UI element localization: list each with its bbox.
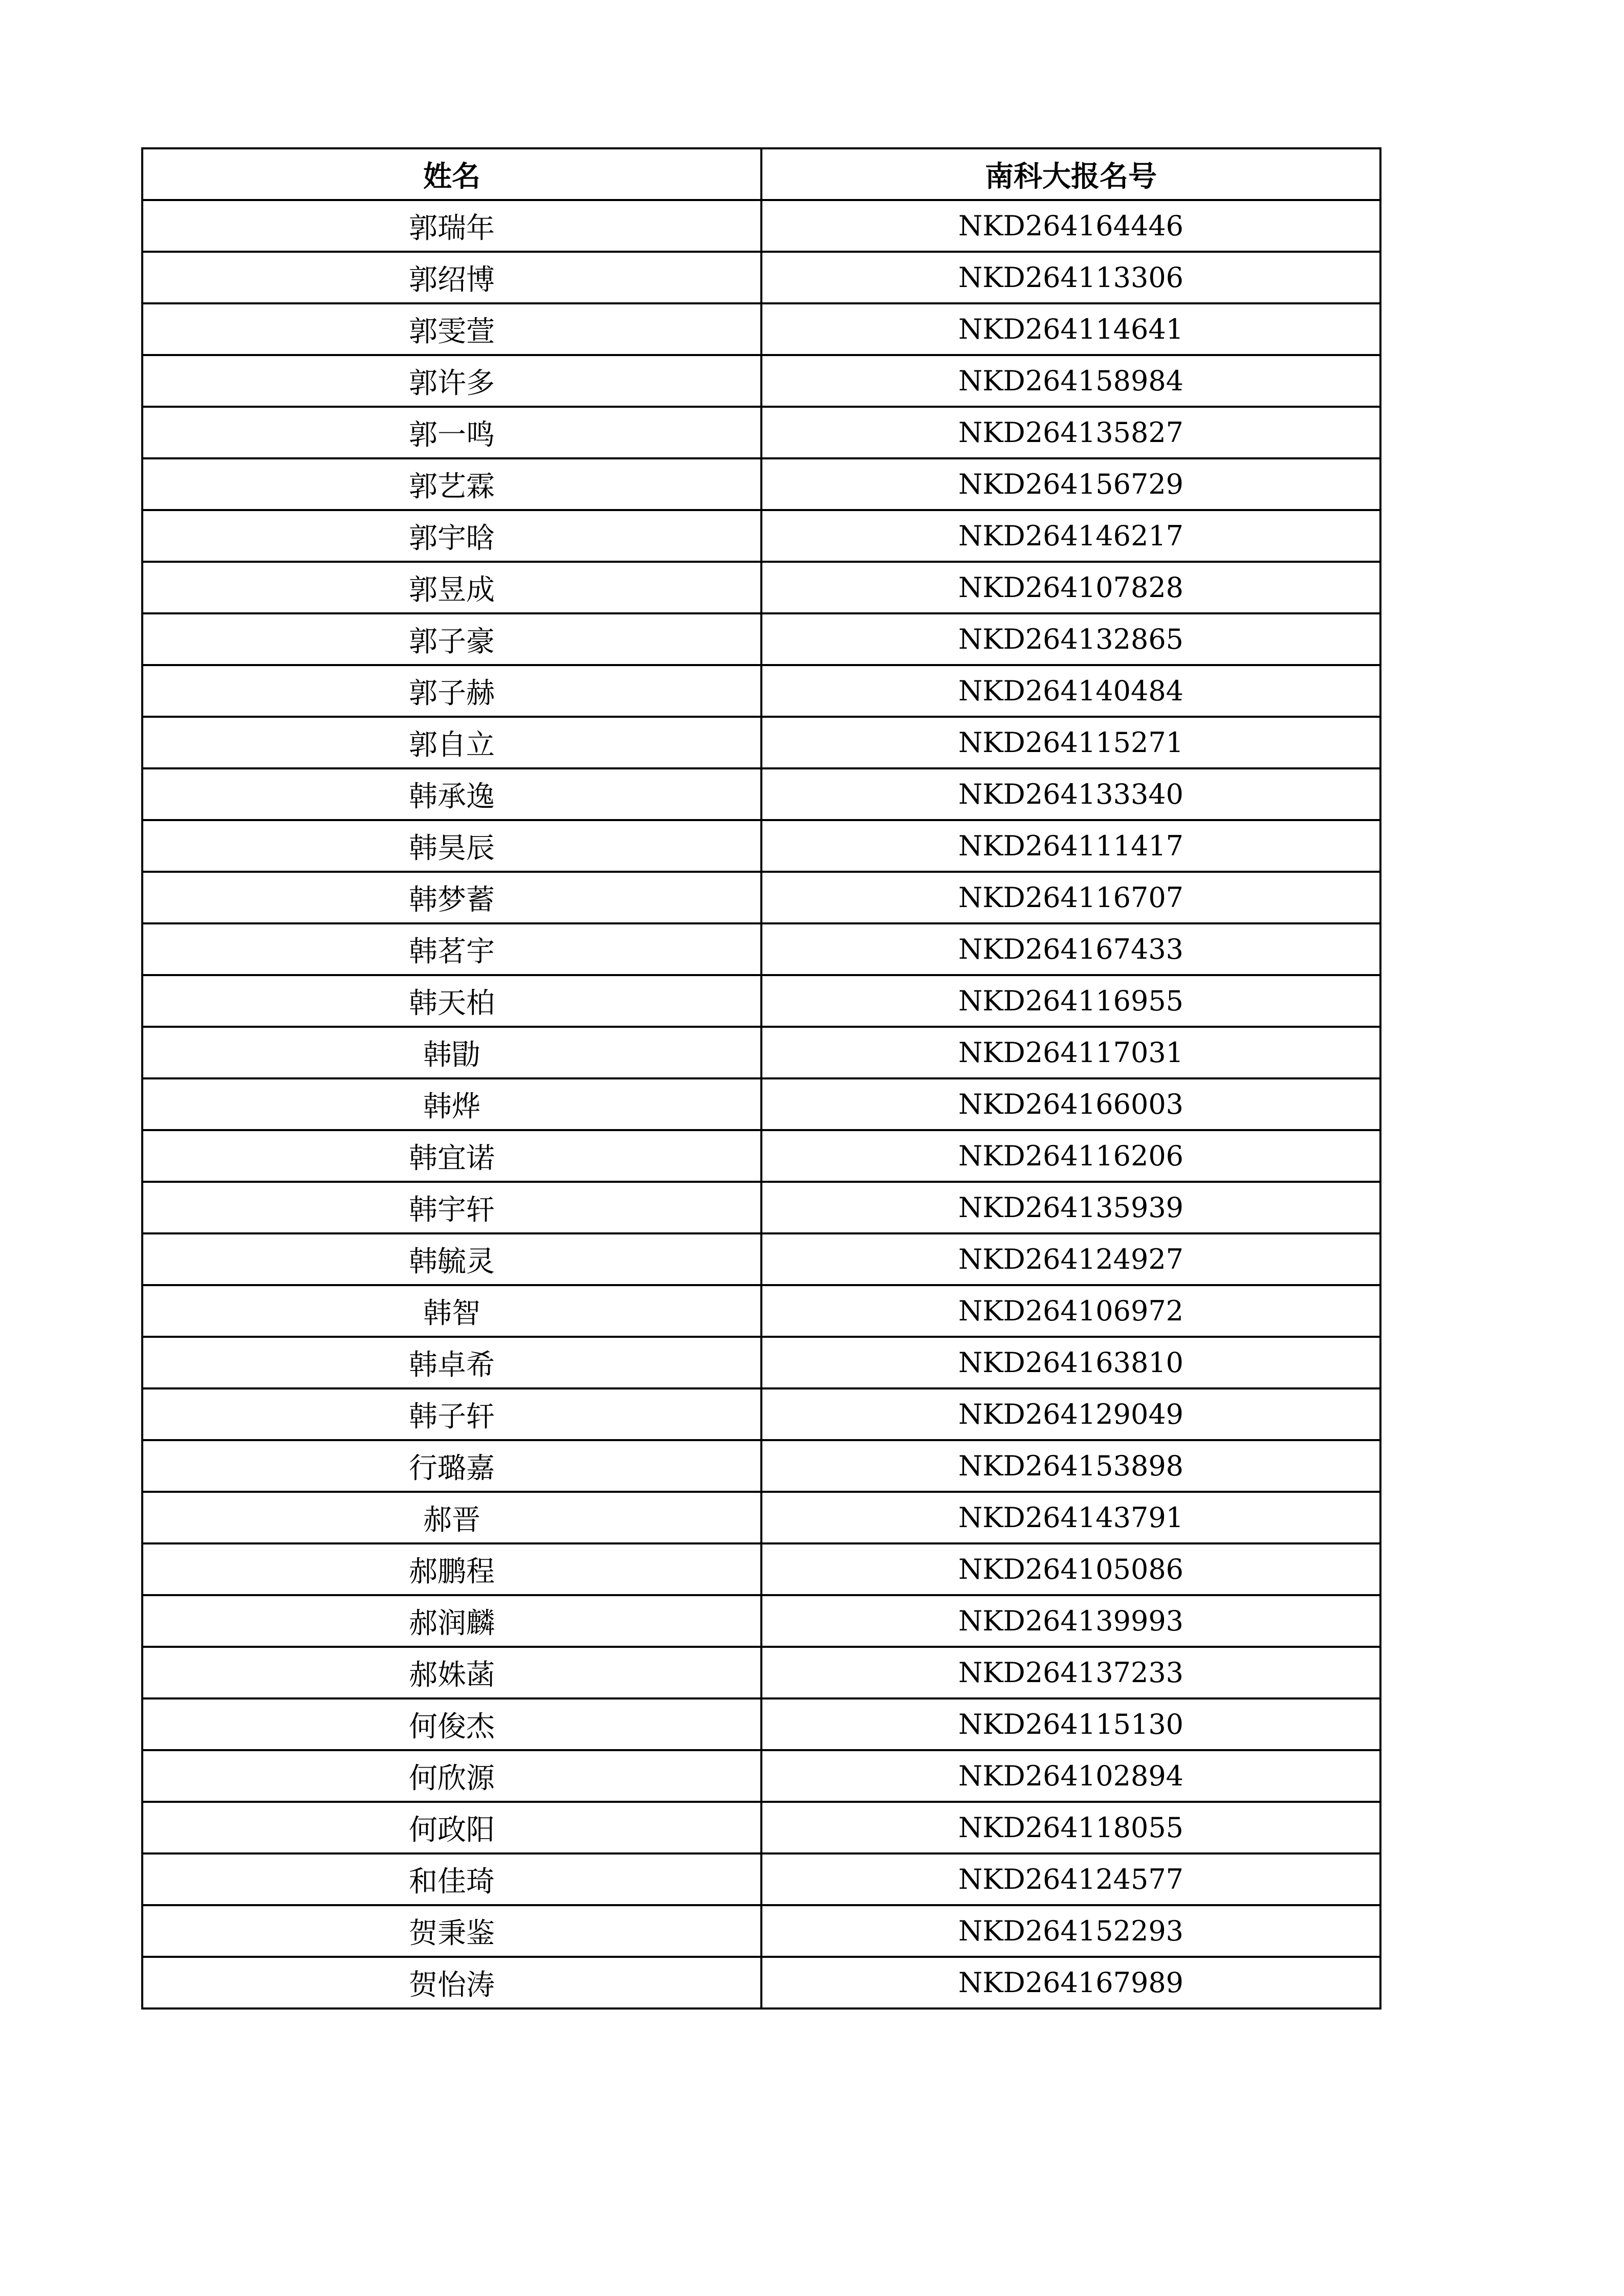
table-row <box>142 1027 1380 1078</box>
registration-number-cell: NKD264105086 <box>761 1543 1380 1595</box>
registration-number-cell: NKD264164446 <box>761 200 1380 252</box>
registration-number-cell: NKD264135939 <box>761 1182 1380 1233</box>
name-cell: 贺秉鉴 <box>142 1905 761 1957</box>
registration-number-cell: NKD264114641 <box>761 303 1380 355</box>
table-row <box>142 717 1380 768</box>
name-cell: 郭瑞年 <box>142 200 761 252</box>
registration-number-cell: NKD264143791 <box>761 1492 1380 1543</box>
name-cell: 郭艺霖 <box>142 458 761 510</box>
registration-number-cell: NKD264102894 <box>761 1750 1380 1802</box>
registration-number-cell: NKD264163810 <box>761 1337 1380 1388</box>
table-row <box>142 1233 1380 1285</box>
registration-number-cell: NKD264124577 <box>761 1853 1380 1905</box>
name-cell: 韩勖 <box>142 1027 761 1078</box>
table-row <box>142 1182 1380 1233</box>
registration-number-cell: NKD264106972 <box>761 1285 1380 1337</box>
name-cell: 韩烨 <box>142 1078 761 1130</box>
table-row <box>142 562 1380 613</box>
name-cell: 韩宜诺 <box>142 1130 761 1182</box>
name-cell: 韩梦蓄 <box>142 872 761 923</box>
table-row <box>142 510 1380 562</box>
table-row <box>142 355 1380 407</box>
name-cell: 行璐嘉 <box>142 1440 761 1492</box>
name-cell: 韩承逸 <box>142 768 761 820</box>
name-cell: 韩昊辰 <box>142 820 761 872</box>
name-cell: 韩宇轩 <box>142 1182 761 1233</box>
registration-number-cell: NKD264153898 <box>761 1440 1380 1492</box>
registration-number-cell: NKD264132865 <box>761 613 1380 665</box>
name-cell: 郭宇晗 <box>142 510 761 562</box>
table-row <box>142 303 1380 355</box>
registration-number-cell: NKD264133340 <box>761 768 1380 820</box>
registration-number-cell: NKD264140484 <box>761 665 1380 717</box>
table-row <box>142 1595 1380 1647</box>
table-row <box>142 1750 1380 1802</box>
table-row <box>142 975 1380 1027</box>
table-row <box>142 1492 1380 1543</box>
table-row <box>142 665 1380 717</box>
registration-number-cell: NKD264116955 <box>761 975 1380 1027</box>
table-body <box>142 200 1380 2008</box>
table-row <box>142 1957 1380 2008</box>
table-row <box>142 1388 1380 1440</box>
registration-number-cell: NKD264116206 <box>761 1130 1380 1182</box>
name-cell: 韩茗宇 <box>142 923 761 975</box>
registration-number-cell: NKD264124927 <box>761 1233 1380 1285</box>
name-cell: 贺怡涛 <box>142 1957 761 2008</box>
name-cell: 郝晋 <box>142 1492 761 1543</box>
name-cell: 郭许多 <box>142 355 761 407</box>
name-cell: 郝润麟 <box>142 1595 761 1647</box>
registration-number-cell: NKD264129049 <box>761 1388 1380 1440</box>
registration-number-cell: NKD264137233 <box>761 1647 1380 1698</box>
table-row <box>142 1802 1380 1853</box>
name-cell: 郭子豪 <box>142 613 761 665</box>
header-name: 姓名 <box>142 148 761 200</box>
registration-number-cell: NKD264139993 <box>761 1595 1380 1647</box>
registration-number-cell: NKD264117031 <box>761 1027 1380 1078</box>
header-registration-number: 南科大报名号 <box>761 148 1380 200</box>
name-cell: 郝鹏程 <box>142 1543 761 1595</box>
header-row <box>142 148 1380 200</box>
name-cell: 何俊杰 <box>142 1698 761 1750</box>
registration-number-cell: NKD264158984 <box>761 355 1380 407</box>
table-row <box>142 1078 1380 1130</box>
table-row <box>142 1853 1380 1905</box>
table-row <box>142 458 1380 510</box>
table-row <box>142 1285 1380 1337</box>
table-row <box>142 1440 1380 1492</box>
table-row <box>142 407 1380 458</box>
name-cell: 韩卓希 <box>142 1337 761 1388</box>
registration-number-cell: NKD264167433 <box>761 923 1380 975</box>
name-cell: 郭自立 <box>142 717 761 768</box>
name-cell: 韩智 <box>142 1285 761 1337</box>
table-row <box>142 252 1380 303</box>
table-row <box>142 1698 1380 1750</box>
registration-number-cell: NKD264116707 <box>761 872 1380 923</box>
registration-number-cell: NKD264118055 <box>761 1802 1380 1853</box>
table-row <box>142 820 1380 872</box>
registration-number-cell: NKD264113306 <box>761 252 1380 303</box>
name-cell: 和佳琦 <box>142 1853 761 1905</box>
table-row <box>142 1130 1380 1182</box>
table-row <box>142 1543 1380 1595</box>
registration-number-cell: NKD264167989 <box>761 1957 1380 2008</box>
registration-number-cell: NKD264111417 <box>761 820 1380 872</box>
name-cell: 郭绍博 <box>142 252 761 303</box>
name-cell: 何欣源 <box>142 1750 761 1802</box>
registration-number-cell: NKD264115271 <box>761 717 1380 768</box>
name-cell: 何政阳 <box>142 1802 761 1853</box>
name-cell: 韩毓灵 <box>142 1233 761 1285</box>
name-cell: 韩子轩 <box>142 1388 761 1440</box>
table-row <box>142 923 1380 975</box>
registration-number-cell: NKD264146217 <box>761 510 1380 562</box>
registration-number-cell: NKD264156729 <box>761 458 1380 510</box>
registration-number-cell: NKD264135827 <box>761 407 1380 458</box>
table-row <box>142 200 1380 252</box>
name-cell: 郝姝菡 <box>142 1647 761 1698</box>
table-row <box>142 768 1380 820</box>
table-row <box>142 872 1380 923</box>
applicant-table <box>141 147 1381 2010</box>
table-row <box>142 613 1380 665</box>
name-cell: 郭雯萱 <box>142 303 761 355</box>
registration-number-cell: NKD264166003 <box>761 1078 1380 1130</box>
table-row <box>142 1647 1380 1698</box>
table-row <box>142 1905 1380 1957</box>
name-cell: 郭昱成 <box>142 562 761 613</box>
name-cell: 郭一鸣 <box>142 407 761 458</box>
table-row <box>142 1337 1380 1388</box>
name-cell: 韩天柏 <box>142 975 761 1027</box>
registration-number-cell: NKD264107828 <box>761 562 1380 613</box>
registration-number-cell: NKD264152293 <box>761 1905 1380 1957</box>
name-cell: 郭子赫 <box>142 665 761 717</box>
registration-number-cell: NKD264115130 <box>761 1698 1380 1750</box>
